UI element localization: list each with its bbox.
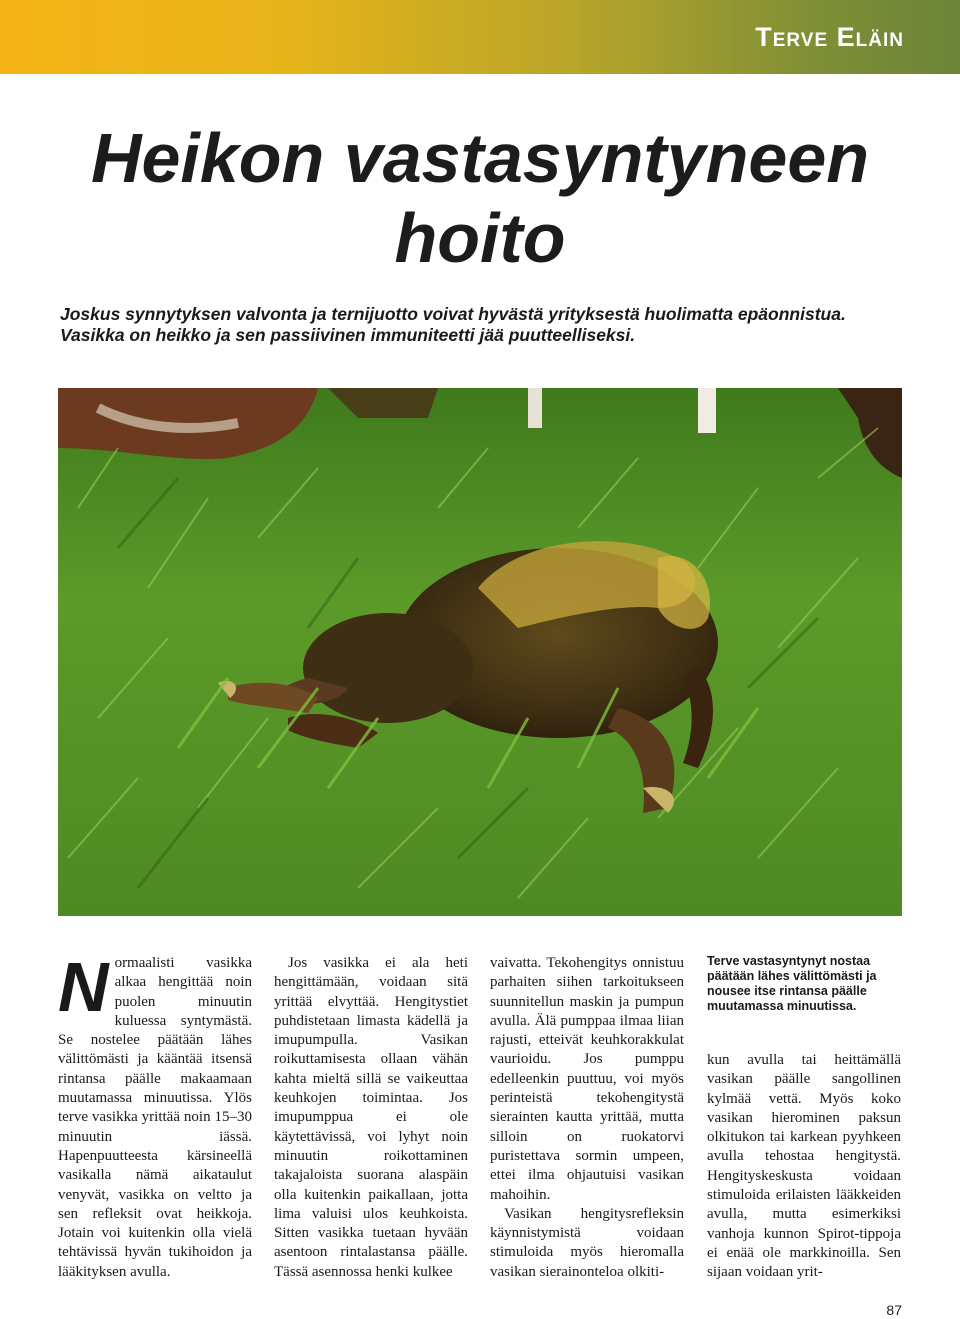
text-column-2 <box>274 954 468 1282</box>
column-1-text: ormaalisti vasikka alkaa hengittää noin puolen minuutin kuluessa syntymästä. Se nostelee päätään lähes välittömästi ja kääntää itsensä rintansa päälle makaamaan muutamassa minuutissa. Ylös terve vasikka yrittää noin 15–30 minuutin iässä. Hapenpuutteesta kärsineellä vasikalla nämä aikataulut venyvät, vasikka on veltto ja sen refleksit ovat heikkoja. Jotain voi kuitenkin olla vielä tehtävissä hyvän tukihoidon ja lääkityksen avulla. <box>58 955 252 1280</box>
article-lead: Joskus synnytyksen valvonta ja ternijuotto voivat hyvästä yrityksestä huolimatta epäonnistua. Vasikka on heikko ja sen passiivinen immuniteetti jää puutteelliseksi. <box>60 304 846 345</box>
page-number: 87 <box>886 1302 902 1318</box>
column-2-paragraph: Jos vasikka ei ala heti hengittämään, voidaan sitä yrittää elvyttää. Hengitystiet puhdistetaan limasta kädellä ja imupumpulla. Vasikan roikuttamisesta ollaan vähän kahta mieltä sillä se vaikeuttaa keuhkojen toimintaa. Jos imupumppua ei ole käytettävissä, voi lyhyt noin minuutin roikottaminen takajaloista suorana alaspäin olla kuitenkin paikallaan, jotta lima valuisi ulos keuhkoista. Sitten vasikka tuetaan hyvään asentoon rintalastansa päälle. Tässä asennossa henki kulkee <box>274 955 468 1280</box>
title-line-1: Heikon vastasyntyneen <box>90 119 870 197</box>
section-label: Terve Eläin <box>755 22 904 52</box>
text-column-1 <box>58 948 252 1282</box>
column-4-paragraph: kun avulla tai heittämällä vasikan päälle sangollinen kylmää vettä. Myös koko vasikan hierominen paksun olkitukon tai karkean pyyhkeen avulla tehostaa hengitystä. Hengityskeskusta voidaan stimuloida erilaisten lääkkeiden avulla, mutta esimerkiksi vanhoja kunnon Spirot-tippoja ei enää ole markkinoilla. Sen sijaan voidaan yrit- <box>707 1052 901 1281</box>
header-band <box>0 0 960 74</box>
text-column-4 <box>707 1051 901 1283</box>
column-3-paragraph-1: vaivatta. Tekohengitys onnistuu parhaiten siihen tarkoitukseen suunnitellun maskin ja pumpun avulla. Älä pumppaa ilmaa liian rajusti, etteivät keuhkorakkulat vaurioidu. Jos pumppu edelleenkin puuttuu, voi myös perinteistä tekohengitystä sierainten kautta yrittää, mutta silloin on ruokatorvi puristettava sormin umpeen, ettei ilma ohjautuisi vasikan mahoihin. <box>490 955 684 1203</box>
column-1-paragraph <box>58 948 252 1282</box>
newborn-calf-in-grass-image <box>58 388 902 916</box>
title-line-2: hoito <box>394 199 566 277</box>
article-title <box>40 118 920 278</box>
photo-caption: Terve vastasyntynyt nostaa päätään lähes välittömästi ja nousee itse rintansa päälle muutamassa minuutissa. <box>707 954 877 1013</box>
text-column-3 <box>490 954 684 1282</box>
column-3-paragraph-2: Vasikan hengitysrefleksin käynnistymistä voidaan stimuloida myös hieromalla vasikan sierainonteloa olkiti- <box>490 1205 684 1280</box>
drop-cap: N <box>58 948 109 1026</box>
article-photo <box>58 388 902 916</box>
